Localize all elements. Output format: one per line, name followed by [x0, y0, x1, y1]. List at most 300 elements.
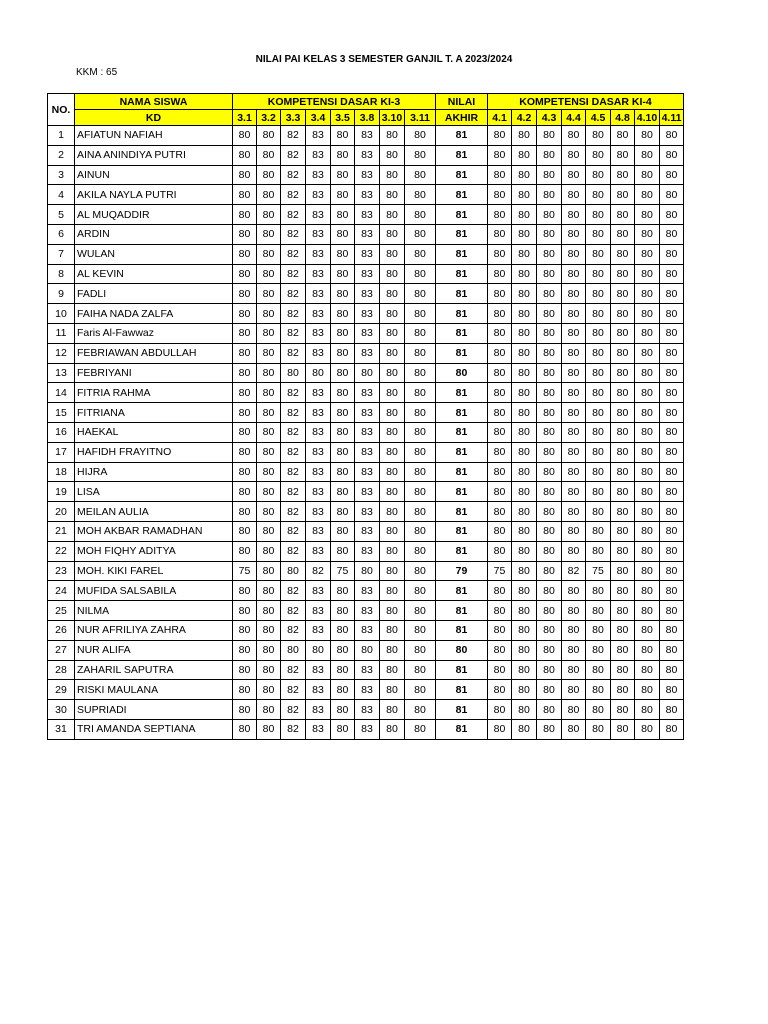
row-number: 20 — [48, 502, 75, 522]
ki4-score: 80 — [660, 581, 684, 601]
nilai-akhir: 81 — [436, 601, 488, 621]
ki3-score: 80 — [405, 284, 436, 304]
header-ki3: KOMPETENSI DASAR KI-3 — [233, 94, 436, 110]
nilai-akhir: 81 — [436, 244, 488, 264]
ki3-score: 80 — [233, 284, 257, 304]
ki3-score: 83 — [355, 541, 380, 561]
ki3-score: 80 — [331, 403, 355, 423]
table-row — [48, 660, 684, 680]
student-name: MOH FIQHY ADITYA — [75, 541, 233, 561]
ki3-score: 80 — [257, 323, 281, 343]
ki3-score: 80 — [355, 363, 380, 383]
ki3-score: 83 — [355, 502, 380, 522]
ki4-score: 80 — [488, 640, 512, 660]
ki3-score: 83 — [306, 719, 331, 739]
ki4-score: 80 — [635, 601, 660, 621]
ki4-score: 80 — [660, 462, 684, 482]
ki4-score: 80 — [512, 304, 537, 324]
ki4-score: 80 — [586, 502, 611, 522]
ki3-score: 82 — [281, 185, 306, 205]
nilai-akhir: 81 — [436, 323, 488, 343]
ki3-score: 82 — [281, 660, 306, 680]
table-row — [48, 224, 684, 244]
ki3-score: 80 — [380, 581, 405, 601]
ki4-score: 80 — [611, 244, 635, 264]
ki4-score: 80 — [537, 442, 562, 462]
ki3-score: 83 — [355, 264, 380, 284]
nilai-akhir: 81 — [436, 165, 488, 185]
row-number: 4 — [48, 185, 75, 205]
ki3-score: 80 — [380, 363, 405, 383]
ki3-score: 80 — [233, 304, 257, 324]
ki3-score: 80 — [233, 462, 257, 482]
ki3-score: 80 — [257, 719, 281, 739]
ki4-score: 80 — [562, 224, 586, 244]
ki4-score: 80 — [512, 660, 537, 680]
table-row — [48, 323, 684, 343]
student-name: TRI AMANDA SEPTIANA — [75, 719, 233, 739]
ki4-score: 80 — [537, 422, 562, 442]
ki3-score: 80 — [331, 719, 355, 739]
nilai-akhir: 81 — [436, 521, 488, 541]
nilai-akhir: 81 — [436, 620, 488, 640]
ki3-score: 80 — [233, 323, 257, 343]
ki3-score: 80 — [233, 442, 257, 462]
ki3-score: 83 — [306, 660, 331, 680]
ki4-score: 80 — [635, 422, 660, 442]
table-row — [48, 601, 684, 621]
ki3-score: 80 — [405, 502, 436, 522]
ki4-score: 80 — [512, 343, 537, 363]
ki3-score: 82 — [281, 383, 306, 403]
ki3-score: 80 — [405, 343, 436, 363]
ki4-score: 80 — [660, 719, 684, 739]
kd-code-ki3: 3.4 — [306, 110, 331, 126]
student-name: ZAHARIL SAPUTRA — [75, 660, 233, 680]
ki3-score: 83 — [355, 323, 380, 343]
ki4-score: 80 — [537, 620, 562, 640]
student-name: HAFIDH FRAYITNO — [75, 442, 233, 462]
ki3-score: 82 — [281, 145, 306, 165]
ki3-score: 80 — [405, 521, 436, 541]
ki3-score: 80 — [380, 660, 405, 680]
ki3-score: 83 — [306, 502, 331, 522]
ki4-score: 80 — [537, 521, 562, 541]
student-name: HIJRA — [75, 462, 233, 482]
ki4-score: 80 — [611, 462, 635, 482]
kd-code-ki3: 3.10 — [380, 110, 405, 126]
student-name: NUR AFRILIYA ZAHRA — [75, 620, 233, 640]
row-number: 28 — [48, 660, 75, 680]
ki4-score: 80 — [488, 680, 512, 700]
student-name: FAIHA NADA ZALFA — [75, 304, 233, 324]
ki3-score: 80 — [306, 640, 331, 660]
ki3-score: 80 — [380, 561, 405, 581]
table-row — [48, 561, 684, 581]
row-number: 2 — [48, 145, 75, 165]
ki3-score: 80 — [405, 482, 436, 502]
kd-code-ki4: 4.4 — [562, 110, 586, 126]
ki4-score: 80 — [635, 145, 660, 165]
table-row — [48, 719, 684, 739]
ki3-score: 80 — [233, 264, 257, 284]
ki3-score: 80 — [331, 601, 355, 621]
ki3-score: 82 — [281, 343, 306, 363]
ki3-score: 80 — [380, 323, 405, 343]
ki3-score: 75 — [331, 561, 355, 581]
ki4-score: 80 — [488, 264, 512, 284]
ki3-score: 83 — [306, 244, 331, 264]
ki4-score: 80 — [635, 581, 660, 601]
ki4-score: 80 — [562, 700, 586, 720]
ki4-score: 80 — [512, 422, 537, 442]
ki3-score: 80 — [380, 224, 405, 244]
nilai-akhir: 81 — [436, 660, 488, 680]
ki4-score: 80 — [586, 719, 611, 739]
ki4-score: 80 — [562, 502, 586, 522]
ki4-score: 80 — [586, 185, 611, 205]
ki4-score: 80 — [635, 521, 660, 541]
ki4-score: 80 — [562, 323, 586, 343]
ki3-score: 80 — [233, 343, 257, 363]
ki3-score: 80 — [233, 185, 257, 205]
ki3-score: 83 — [355, 403, 380, 423]
ki3-score: 83 — [355, 185, 380, 205]
table-row — [48, 680, 684, 700]
ki3-score: 80 — [331, 383, 355, 403]
ki3-score: 80 — [233, 126, 257, 146]
ki4-score: 80 — [562, 165, 586, 185]
ki3-score: 80 — [380, 620, 405, 640]
nilai-akhir: 81 — [436, 541, 488, 561]
ki4-score: 80 — [660, 224, 684, 244]
ki4-score: 80 — [562, 244, 586, 264]
ki3-score: 83 — [355, 581, 380, 601]
ki3-score: 80 — [405, 205, 436, 225]
ki3-score: 80 — [233, 205, 257, 225]
row-number: 13 — [48, 363, 75, 383]
ki4-score: 80 — [611, 343, 635, 363]
ki3-score: 80 — [233, 244, 257, 264]
ki4-score: 80 — [488, 462, 512, 482]
ki4-score: 80 — [488, 403, 512, 423]
nilai-akhir: 80 — [436, 363, 488, 383]
ki4-score: 80 — [611, 383, 635, 403]
ki3-score: 80 — [233, 224, 257, 244]
ki3-score: 80 — [405, 224, 436, 244]
ki3-score: 80 — [331, 205, 355, 225]
ki3-score: 80 — [405, 581, 436, 601]
ki4-score: 80 — [611, 700, 635, 720]
table-row — [48, 343, 684, 363]
nilai-akhir: 81 — [436, 383, 488, 403]
ki3-score: 80 — [380, 403, 405, 423]
ki3-score: 80 — [380, 502, 405, 522]
ki3-score: 83 — [355, 165, 380, 185]
ki3-score: 80 — [331, 581, 355, 601]
ki3-score: 83 — [306, 581, 331, 601]
ki4-score: 80 — [611, 561, 635, 581]
nilai-akhir: 81 — [436, 185, 488, 205]
ki4-score: 80 — [635, 719, 660, 739]
ki3-score: 82 — [281, 126, 306, 146]
ki4-score: 80 — [537, 383, 562, 403]
ki3-score: 82 — [281, 620, 306, 640]
ki4-score: 80 — [512, 521, 537, 541]
student-name: NILMA — [75, 601, 233, 621]
table-row — [48, 304, 684, 324]
ki3-score: 80 — [331, 185, 355, 205]
ki4-score: 80 — [586, 700, 611, 720]
ki3-score: 80 — [257, 620, 281, 640]
ki3-score: 83 — [306, 126, 331, 146]
ki3-score: 80 — [380, 185, 405, 205]
table-row — [48, 185, 684, 205]
ki4-score: 80 — [586, 323, 611, 343]
ki3-score: 83 — [306, 462, 331, 482]
ki4-score: 80 — [488, 244, 512, 264]
ki4-score: 80 — [611, 145, 635, 165]
row-number: 12 — [48, 343, 75, 363]
ki4-score: 80 — [537, 640, 562, 660]
ki4-score: 80 — [537, 541, 562, 561]
ki4-score: 80 — [635, 264, 660, 284]
kd-code-ki4: 4.5 — [586, 110, 611, 126]
row-number: 25 — [48, 601, 75, 621]
ki3-score: 80 — [405, 422, 436, 442]
ki4-score: 80 — [660, 323, 684, 343]
row-number: 29 — [48, 680, 75, 700]
ki3-score: 80 — [257, 541, 281, 561]
student-name: AINA ANINDIYA PUTRI — [75, 145, 233, 165]
ki3-score: 80 — [257, 284, 281, 304]
ki4-score: 80 — [537, 205, 562, 225]
row-number: 7 — [48, 244, 75, 264]
nilai-akhir: 81 — [436, 343, 488, 363]
ki3-score: 80 — [405, 442, 436, 462]
ki4-score: 80 — [586, 462, 611, 482]
ki3-score: 80 — [331, 640, 355, 660]
ki4-score: 80 — [512, 205, 537, 225]
ki3-score: 80 — [257, 422, 281, 442]
ki4-score: 80 — [512, 719, 537, 739]
ki3-score: 83 — [306, 224, 331, 244]
row-number: 24 — [48, 581, 75, 601]
ki4-score: 80 — [586, 264, 611, 284]
ki3-score: 80 — [380, 383, 405, 403]
ki4-score: 80 — [660, 126, 684, 146]
ki3-score: 80 — [380, 541, 405, 561]
row-number: 8 — [48, 264, 75, 284]
ki3-score: 82 — [281, 442, 306, 462]
ki4-score: 80 — [537, 323, 562, 343]
ki3-score: 83 — [306, 304, 331, 324]
ki4-score: 80 — [635, 284, 660, 304]
ki4-score: 80 — [488, 660, 512, 680]
ki3-score: 80 — [331, 660, 355, 680]
ki4-score: 80 — [537, 660, 562, 680]
ki4-score: 80 — [562, 126, 586, 146]
ki3-score: 80 — [331, 264, 355, 284]
ki3-score: 80 — [257, 482, 281, 502]
ki3-score: 80 — [233, 601, 257, 621]
ki3-score: 83 — [306, 482, 331, 502]
ki4-score: 80 — [512, 482, 537, 502]
ki3-score: 82 — [281, 700, 306, 720]
row-number: 22 — [48, 541, 75, 561]
table-row — [48, 145, 684, 165]
ki3-score: 80 — [257, 264, 281, 284]
ki3-score: 80 — [257, 185, 281, 205]
ki3-score: 80 — [257, 205, 281, 225]
ki3-score: 80 — [233, 640, 257, 660]
ki3-score: 80 — [233, 403, 257, 423]
ki3-score: 82 — [281, 224, 306, 244]
ki3-score: 80 — [331, 343, 355, 363]
nilai-akhir: 81 — [436, 680, 488, 700]
ki4-score: 80 — [611, 323, 635, 343]
ki3-score: 83 — [355, 244, 380, 264]
ki4-score: 80 — [562, 422, 586, 442]
kd-code-ki4: 4.11 — [660, 110, 684, 126]
ki4-score: 80 — [611, 482, 635, 502]
ki3-score: 80 — [233, 521, 257, 541]
ki4-score: 80 — [512, 284, 537, 304]
ki3-score: 80 — [233, 660, 257, 680]
ki4-score: 80 — [562, 343, 586, 363]
ki3-score: 80 — [380, 145, 405, 165]
ki4-score: 80 — [660, 185, 684, 205]
ki4-score: 80 — [488, 205, 512, 225]
ki3-score: 83 — [355, 680, 380, 700]
ki4-score: 80 — [635, 462, 660, 482]
ki3-score: 83 — [355, 482, 380, 502]
ki3-score: 80 — [380, 601, 405, 621]
ki4-score: 80 — [635, 185, 660, 205]
ki4-score: 80 — [635, 126, 660, 146]
ki4-score: 80 — [660, 284, 684, 304]
ki4-score: 80 — [537, 561, 562, 581]
ki3-score: 80 — [331, 502, 355, 522]
ki3-score: 83 — [355, 145, 380, 165]
ki3-score: 80 — [257, 403, 281, 423]
ki3-score: 80 — [405, 363, 436, 383]
ki4-score: 80 — [562, 541, 586, 561]
ki4-score: 80 — [611, 660, 635, 680]
ki3-score: 80 — [233, 482, 257, 502]
nilai-akhir: 81 — [436, 422, 488, 442]
ki4-score: 80 — [660, 620, 684, 640]
ki4-score: 80 — [488, 541, 512, 561]
ki4-score: 80 — [586, 482, 611, 502]
ki4-score: 80 — [586, 363, 611, 383]
nilai-akhir: 81 — [436, 442, 488, 462]
ki4-score: 80 — [660, 244, 684, 264]
ki3-score: 80 — [257, 244, 281, 264]
kd-code-ki4: 4.1 — [488, 110, 512, 126]
ki3-score: 80 — [405, 383, 436, 403]
ki4-score: 80 — [562, 264, 586, 284]
ki4-score: 80 — [537, 185, 562, 205]
ki4-score: 80 — [635, 363, 660, 383]
ki3-score: 80 — [233, 541, 257, 561]
ki4-score: 80 — [537, 502, 562, 522]
kd-code-ki3: 3.11 — [405, 110, 436, 126]
ki3-score: 80 — [257, 581, 281, 601]
ki3-score: 80 — [281, 640, 306, 660]
ki3-score: 80 — [380, 442, 405, 462]
kd-code-ki4: 4.8 — [611, 110, 635, 126]
ki4-score: 80 — [512, 541, 537, 561]
ki4-score: 80 — [635, 323, 660, 343]
page-title: NILAI PAI KELAS 3 SEMESTER GANJIL T. A 2023/2024 — [255, 54, 513, 65]
ki4-score: 80 — [562, 363, 586, 383]
nilai-akhir: 81 — [436, 403, 488, 423]
ki3-score: 80 — [281, 561, 306, 581]
ki3-score: 80 — [380, 165, 405, 185]
ki3-score: 80 — [257, 363, 281, 383]
ki4-score: 80 — [660, 145, 684, 165]
table-row — [48, 482, 684, 502]
ki3-score: 80 — [233, 383, 257, 403]
ki4-score: 80 — [586, 284, 611, 304]
ki4-score: 80 — [488, 601, 512, 621]
ki4-score: 80 — [562, 205, 586, 225]
nilai-akhir: 81 — [436, 224, 488, 244]
ki4-score: 80 — [586, 601, 611, 621]
ki3-score: 82 — [281, 422, 306, 442]
ki4-score: 80 — [611, 680, 635, 700]
ki4-score: 80 — [562, 719, 586, 739]
ki4-score: 80 — [586, 680, 611, 700]
ki4-score: 80 — [635, 620, 660, 640]
ki3-score: 83 — [306, 541, 331, 561]
ki3-score: 80 — [233, 719, 257, 739]
ki4-score: 80 — [512, 363, 537, 383]
ki3-score: 80 — [233, 165, 257, 185]
ki4-score: 80 — [512, 165, 537, 185]
ki4-score: 80 — [512, 700, 537, 720]
ki4-score: 80 — [562, 304, 586, 324]
ki4-score: 80 — [537, 304, 562, 324]
ki3-score: 80 — [331, 680, 355, 700]
ki3-score: 80 — [405, 323, 436, 343]
grades-table — [47, 93, 684, 740]
ki3-score: 80 — [331, 304, 355, 324]
row-number: 18 — [48, 462, 75, 482]
ki4-score: 80 — [586, 145, 611, 165]
ki3-score: 82 — [281, 284, 306, 304]
ki3-score: 80 — [355, 561, 380, 581]
ki3-score: 80 — [405, 601, 436, 621]
kd-code-ki4: 4.10 — [635, 110, 660, 126]
nilai-akhir: 81 — [436, 502, 488, 522]
nilai-akhir: 81 — [436, 126, 488, 146]
ki4-score: 80 — [488, 343, 512, 363]
row-number: 15 — [48, 403, 75, 423]
ki3-score: 75 — [233, 561, 257, 581]
ki3-score: 82 — [281, 304, 306, 324]
ki3-score: 80 — [405, 680, 436, 700]
ki4-score: 80 — [512, 462, 537, 482]
ki4-score: 80 — [512, 323, 537, 343]
ki4-score: 80 — [611, 541, 635, 561]
ki3-score: 80 — [405, 185, 436, 205]
ki4-score: 80 — [488, 165, 512, 185]
table-row — [48, 502, 684, 522]
ki4-score: 80 — [537, 700, 562, 720]
ki4-score: 80 — [660, 502, 684, 522]
